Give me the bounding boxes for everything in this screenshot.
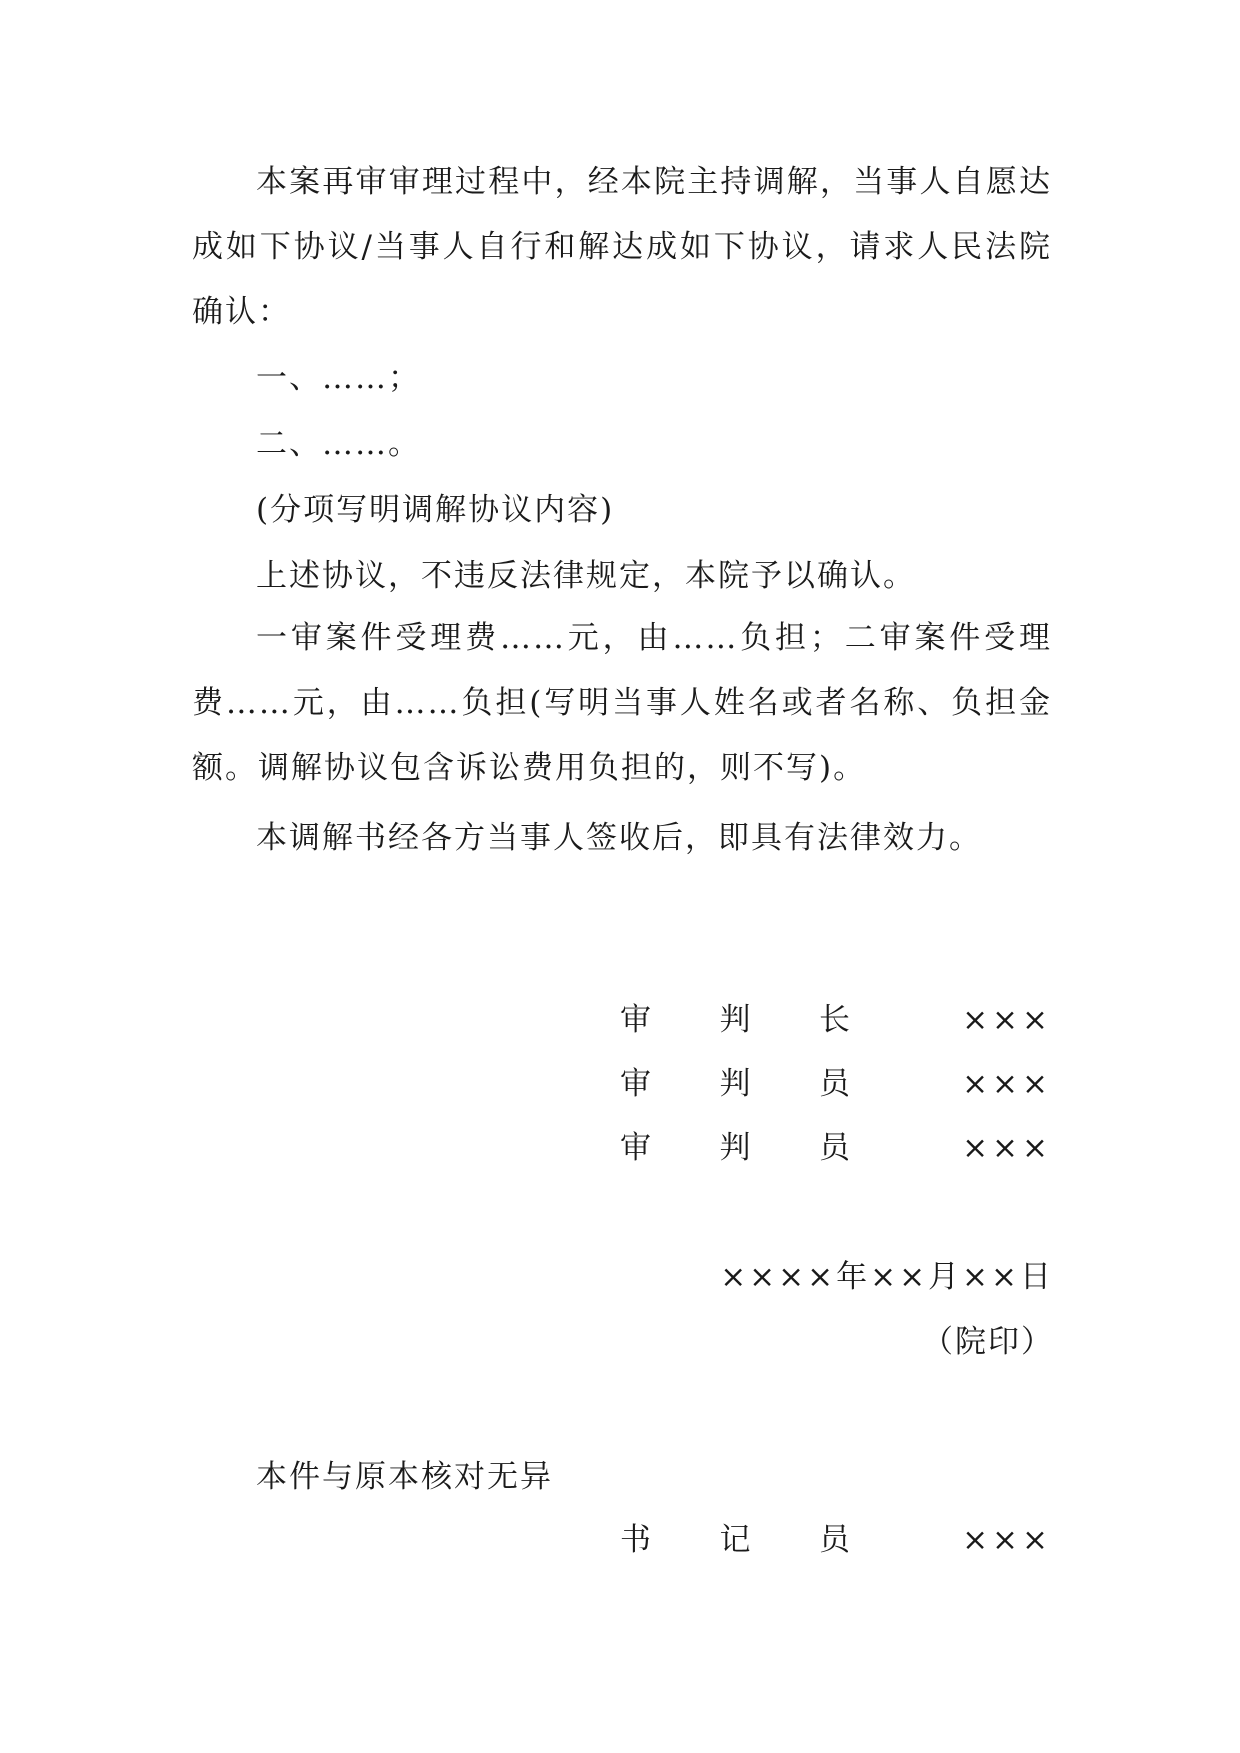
agreement-item-2: 二、……。 [256, 426, 421, 462]
mediation-intro-paragraph: 本案再审审理过程中，经本院主持调解，当事人自愿达成如下协议/当事人自行和解达成如下协议，请求人民法院确认： [192, 164, 1052, 330]
signature-role: 审 判 长 [620, 1002, 850, 1038]
signature-name: ××× [962, 1522, 1052, 1558]
verification-statement: 本件与原本核对无异 [256, 1459, 553, 1495]
document-date: ××××年××月××日 [720, 1259, 1054, 1295]
confirmation-sentence: 上述协议，不违反法律规定，本院予以确认。 [256, 558, 916, 594]
agreement-content-note: (分项写明调解协议内容) [256, 492, 615, 528]
signature-row-judge-2 [620, 1128, 1052, 1168]
signature-name: ××× [962, 1066, 1052, 1102]
signature-row-presiding-judge [620, 1000, 1052, 1040]
signature-row-clerk [620, 1520, 1052, 1560]
legal-effect-sentence: 本调解书经各方当事人签收后，即具有法律效力。 [256, 820, 982, 856]
signature-name: ××× [962, 1130, 1052, 1166]
signature-role: 书 记 员 [620, 1522, 850, 1558]
court-fee-paragraph: 一审案件受理费……元，由……负担；二审案件受理费……元，由……负担(写明当事人姓名或者名称、负担金额。调解协议包含诉讼费用负担的，则不写)。 [192, 620, 1052, 786]
signature-name: ××× [962, 1002, 1052, 1038]
court-seal-note: （院印） [922, 1324, 1054, 1360]
signature-row-judge-1 [620, 1064, 1052, 1104]
agreement-item-1: 一、……； [256, 360, 421, 396]
signature-role: 审 判 员 [620, 1066, 850, 1102]
signature-role: 审 判 员 [620, 1130, 850, 1166]
